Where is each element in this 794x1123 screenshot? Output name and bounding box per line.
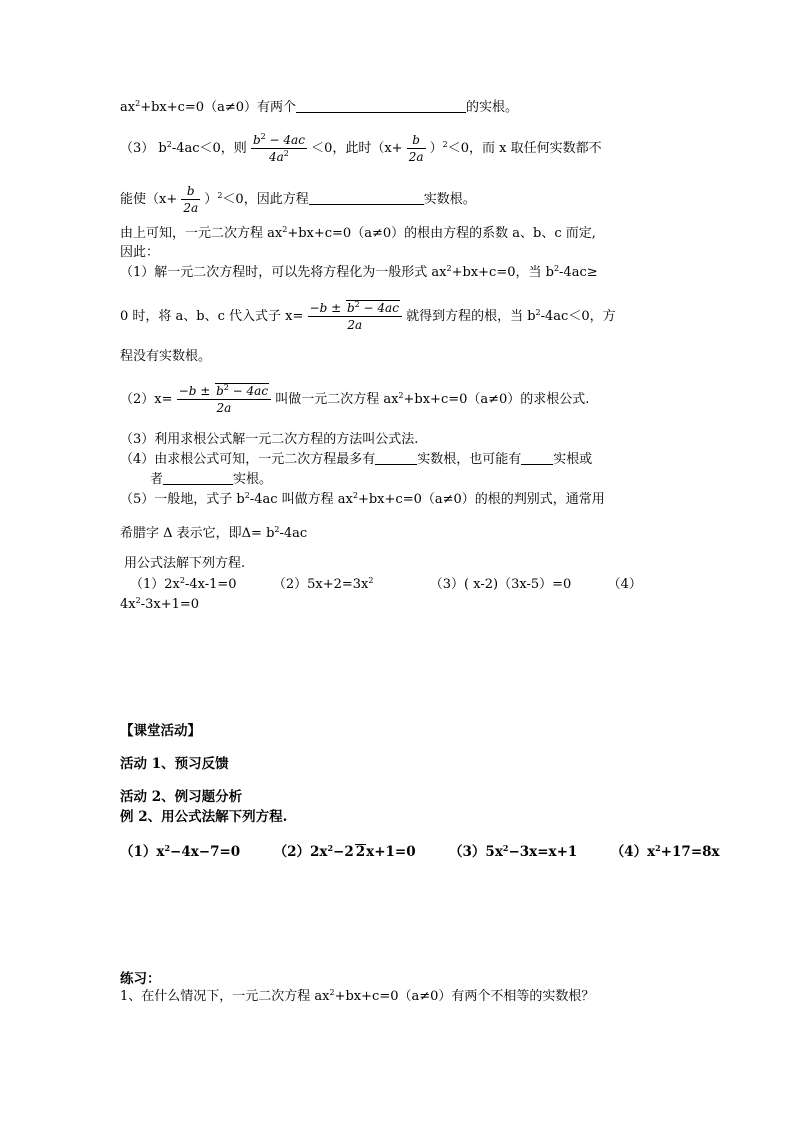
practice-heading: 练习： (120, 971, 161, 987)
example-2-equations: $(1)x^2-4x-7=0$ $(2)2x^2-2$ 2x+1=0 $(3)5x^2-3x=x+1$ $(4)x^2+17=8x$ (120, 843, 720, 860)
activity-2-heading: 活动 2、例习题分析 (120, 789, 243, 805)
sqrt-2: 2 (355, 844, 366, 860)
text-line-case-3: （3） $b^2-4ac<0$，则 $\frac{b^2 - 4ac}{4a^2}$ ＜0，此时（x+ $\frac{b}{2a}$ ）$^2$＜0，而 x 取任何实数都不 (120, 132, 602, 164)
text-line-point-3: （3）利用求根公式解一元二次方程的方法叫公式法. (120, 432, 419, 447)
fill-blank[interactable] (375, 452, 417, 465)
quadratic-formula: $\frac{-b \pm b^2 - 4ac}{2a}$ (177, 383, 271, 416)
text-line-therefore: 因此： (120, 245, 160, 260)
text-line-real-roots: $ax^2+bx+c=0(a\ne 0)$有两个 的实根。 (120, 99, 519, 115)
example-2-heading: 例 2、用公式法解下列方程. (120, 809, 288, 825)
text-line-point-4-cont: 者 实根。 (150, 472, 273, 487)
practice-question-1: 1、在什么情况下，一元二次方程 $ax^2+bx+c=0(a\ne 0)$有两个不相等的实数根？ (120, 988, 595, 1004)
fraction-discriminant-over-4a2: $\frac{b^2 - 4ac}{4a^2}$ (252, 132, 305, 164)
quadratic-formula: $\frac{-b \pm b^2 - 4ac}{2a}$ (308, 300, 402, 333)
activity-1-heading: 活动 1、预习反馈 (120, 756, 229, 772)
exercise-row: $(1)2x^2-4x-1=0$ $(2)5x+2=3x^2$ （3）( x-2)（3x-5）=0 （4） (130, 576, 642, 592)
fill-blank[interactable] (296, 100, 466, 113)
fill-blank[interactable] (309, 192, 424, 205)
fraction-b-over-2a: $\frac{b}{2a}$ (408, 133, 424, 164)
text-line-point-1: （1）解一元二次方程时，可以先将方程化为一般形式 $ax^2+bx+c=0$，当 $b^2-4ac\ge$ (120, 264, 598, 280)
fill-blank[interactable] (521, 452, 553, 465)
text-line-no-roots: 程没有实数根。 (120, 349, 212, 364)
text-line-point-4: （4）由求根公式可知，一元二次方程最多有 实数根，也可能有 实根或 (120, 452, 593, 467)
fill-blank[interactable] (163, 472, 233, 485)
text-line-conclusion: 由上可知，一元二次方程 $ax^2+bx+c=0(a\ne 0)$的根由方程的系数 a、b、c 而定, (120, 225, 596, 241)
section-heading-class-activity: 【课堂活动】 (120, 723, 201, 739)
text-line-substitute: 0 时，将 a、b、c 代入式子 x= $\frac{-b \pm b^2 - 4ac}{2a}$ 就得到方程的根，当 $b^2-4ac<0$，方 (120, 300, 616, 332)
fraction-b-over-2a: $\frac{b}{2a}$ (183, 184, 199, 215)
text-line-point-5: （5）一般地，式子 $b^2-4ac$ 叫做方程 $ax^2+bx+c=0(a\ne 0)$的根的判别式，通常用 (120, 491, 605, 507)
text-line-solve: 用公式法解下列方程. (124, 556, 246, 571)
text-line-formula-def: （2）x= $\frac{-b \pm b^2 - 4ac}{2a}$ 叫做一元二次方程 $ax^2+bx+c=0(a\ne 0)$的求根公式. (120, 383, 590, 415)
exercise-row-cont: $4x^2-3x+1=0$ (120, 596, 200, 612)
text-line-delta: 希腊字 Δ 表示它，即$\Delta= b^2-4ac$ (120, 525, 308, 541)
text-line-cannot-make: 能使（x+ $\frac{b}{2a}$ ）$^2$＜0，因此方程 实数根。 (120, 184, 476, 215)
